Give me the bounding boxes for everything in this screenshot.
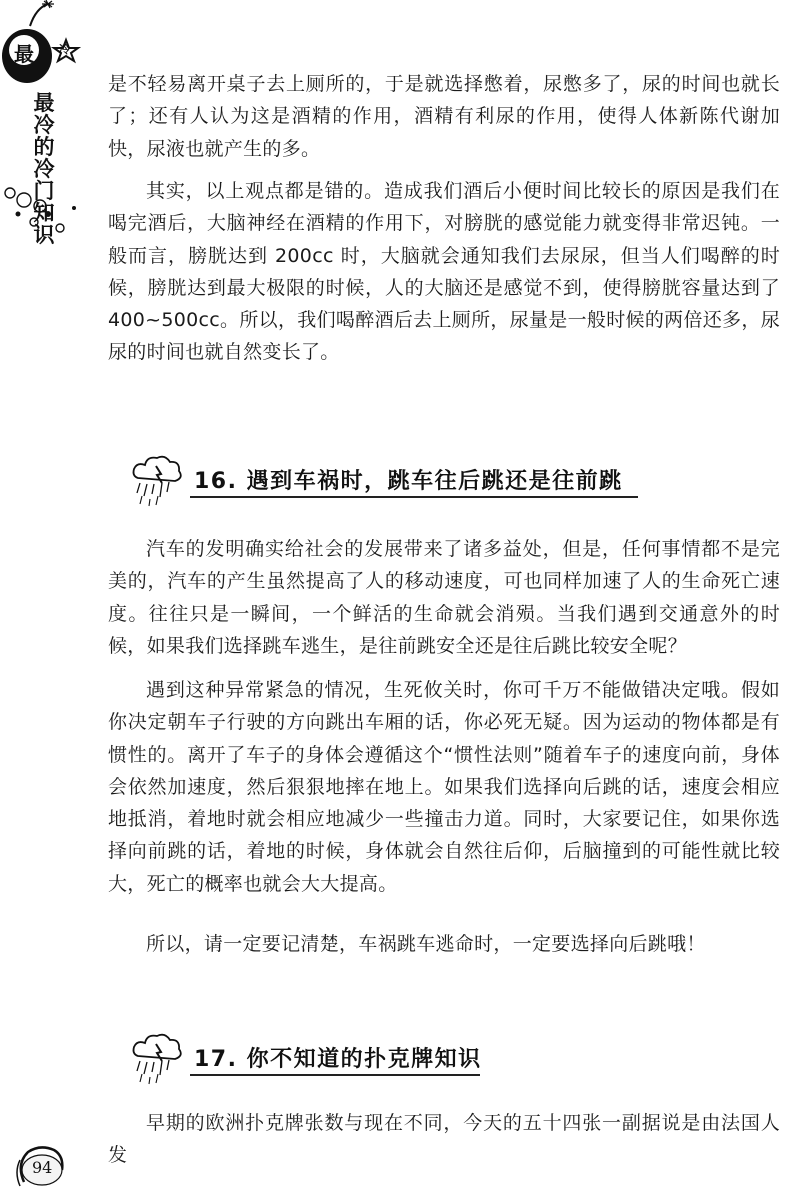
storm-cloud-icon — [128, 1030, 186, 1086]
series-logo — [0, 0, 110, 250]
section-17-title: 17. 你不知道的扑克牌知识 — [194, 1047, 482, 1072]
section-16-paragraph-1: 汽车的发明确实给社会的发展带来了诸多益处，但是，任何事情都不是完美的，汽车的产生虽然提高了人的移动速度，可也同样加速了人的生命死亡速度。往往只是一瞬间，一个鲜活的生命就会消殒。当我们遇到交通意外的时候，如果我们选择跳车逃生，是往前跳安全还是往后跳比较安全呢？ — [108, 538, 780, 657]
page-number: 94 — [32, 1158, 53, 1177]
series-title-char: 冷 — [33, 113, 55, 137]
series-title-char: 识 — [33, 223, 55, 247]
section-16-paragraph-2: 遇到这种异常紧急的情况，生死攸关时，你可千万不能做错决定哦。假如你决定朝车子行驶的方向跳出车厢的话，你必死无疑。因为运动的物体都是有惯性的。离开了车子的身体会遵循这个“惯性法则”随着车子的速度向前，身体会依然加速度，然后狠狠地摔在地上。如果我们选择向后跳的话，速度会相应地抵消，着地时就会相应地减少一些撞击力道。同时，大家要记住，如果你选择向前跳的话，着地的时候，身体就会自然往后仰，后脑撞到的可能性就比较大，死亡的概率也就会大大提高。 — [108, 679, 780, 895]
section-16-paragraph-3: 所以，请一定要记清楚，车祸跳车逃命时，一定要选择向后跳哦！ — [146, 933, 706, 955]
logo-main-char: 最 — [14, 42, 34, 66]
heading-underline — [190, 496, 638, 498]
section-16-heading — [128, 452, 648, 508]
series-title-char: 最 — [33, 91, 55, 115]
series-title-char: 知 — [33, 201, 55, 225]
logo-star-char: 冷 — [59, 43, 70, 56]
series-title-char: 冷 — [33, 157, 55, 181]
intro-paragraph-1: 是不轻易离开桌子去上厕所的，于是就选择憋着，尿憋多了，尿的时间也就长了；还有人认为这是酒精的作用，酒精有利尿的作用，使得人体新陈代谢加快，尿液也就产生的多。 — [108, 73, 780, 160]
series-title-char: 的 — [33, 135, 55, 159]
intro-paragraph-2: 其实，以上观点都是错的。造成我们酒后小便时间比较长的原因是我们在喝完酒后，大脑神经在酒精的作用下，对膀胱的感觉能力就变得非常迟钝。一般而言，膀胱达到 200cc 时，大脑就会通知我们去尿尿，但当人们喝醉的时候，膀胱达到最大极限的时候，人的大脑还是感觉不到，使得膀胱容量达到了 400~500cc。所以，我们喝醉酒后去上厕所，尿量是一般时候的两倍还多，尿尿的时间也就自然变长了。 — [108, 180, 780, 364]
section-16-title: 16. 遇到车祸时，跳车往后跳还是往前跳 — [194, 469, 623, 494]
series-title-char: 门 — [33, 179, 55, 203]
section-17-paragraph-1: 早期的欧洲扑克牌张数与现在不同，今天的五十四张一副据说是由法国人发 — [108, 1112, 780, 1167]
series-title-vertical — [30, 92, 58, 246]
page-number-badge — [14, 1142, 66, 1192]
storm-cloud-icon — [128, 452, 186, 508]
section-17-heading — [128, 1030, 648, 1086]
heading-underline — [190, 1074, 480, 1076]
